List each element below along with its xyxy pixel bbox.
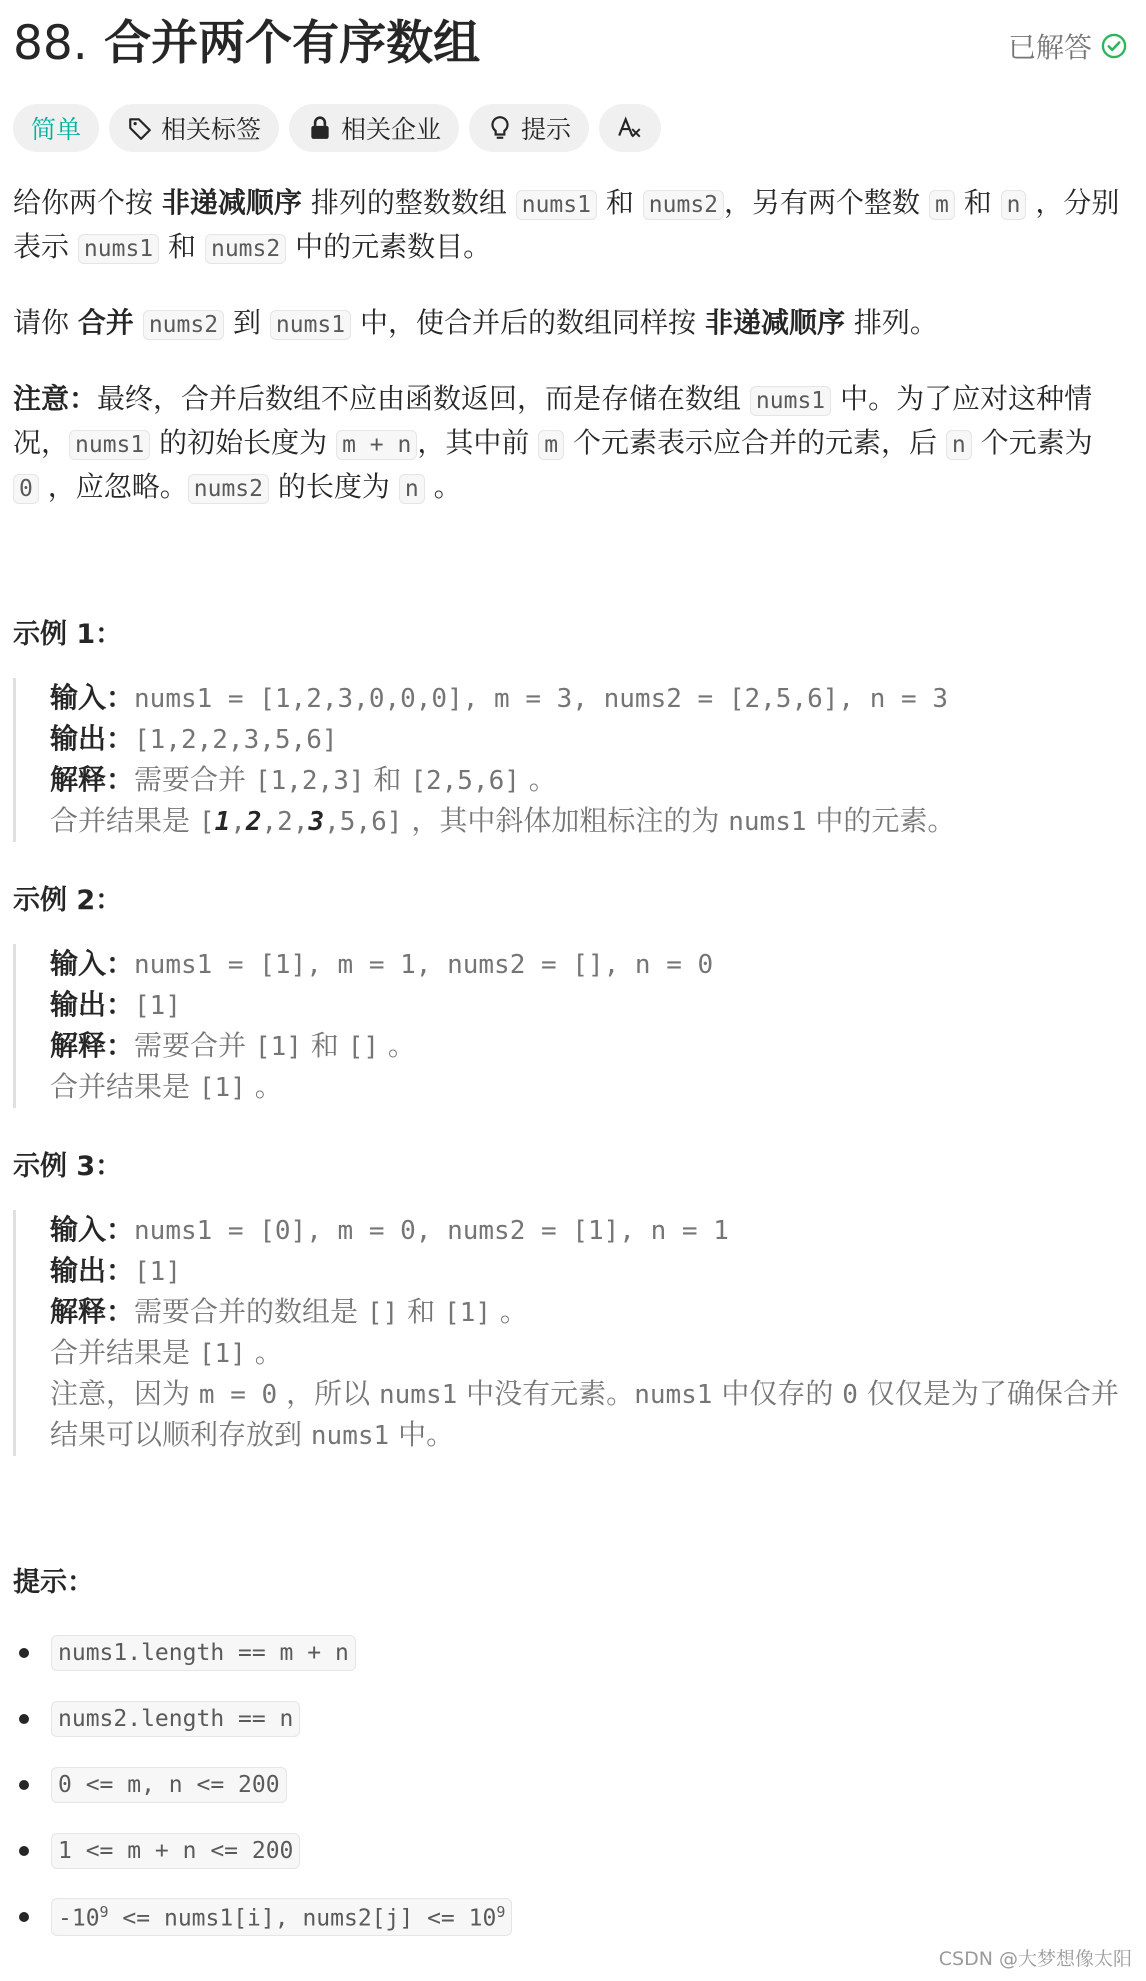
bullet-icon [19, 1714, 29, 1724]
code-m: m [538, 430, 564, 460]
related-companies-label: 相关企业 [341, 115, 442, 144]
example-output-line: 输出：[1] [50, 988, 181, 1021]
example-input-line: 输入：nums1 = [1,2,3,0,0,0], m = 3, nums2 = [2,5,6], n = 3 [50, 681, 948, 714]
example-explanation-line: 解释：需要合并的数组是 [] 和 [1] 。 [50, 1295, 528, 1328]
solved-status [1008, 26, 1128, 66]
bullet-icon [19, 1780, 29, 1790]
example-result-line: 合并结果是 [1,2,2,3,5,6] ，其中斜体加粗标注的为 nums1 中的元素。 [50, 804, 956, 837]
code-n: n [946, 430, 972, 460]
problem-description [13, 182, 1121, 510]
example-note-line: 注意，因为 m = 0 ，所以 nums1 中没有元素。nums1 中仅存的 0 仅仅是为了确保合并结果可以顺利存放到 nums1 中。 [50, 1377, 1119, 1451]
translate-icon [617, 115, 643, 141]
lock-icon [307, 115, 333, 141]
code-nums1: nums1 [69, 430, 150, 460]
code-n: n [399, 474, 425, 504]
tag-bar [13, 104, 661, 152]
list-item [13, 1884, 512, 1950]
difficulty-tag[interactable] [13, 104, 99, 152]
constraints-list [13, 1620, 512, 1950]
related-topics-label: 相关标签 [161, 115, 262, 144]
constraint-code: $-10^9$ <= nums1[i], nums2[j] <= $10^9$ [51, 1898, 512, 1937]
description-paragraph-3: 注意：最终，合并后数组不应由函数返回，而是存储在数组 nums1 中。为了应对这种情况， nums1 的初始长度为 m + n ，其中前 m 个元素表示应合并的元素，后 n 个元素为 0 ，应忽略。 nums2 的长度为 n 。 [13, 382, 1093, 503]
example-explanation-line: 解释：需要合并 [1,2,3] 和 [2,5,6] 。 [50, 763, 557, 796]
example-result-line: 合并结果是 [1] 。 [50, 1070, 283, 1103]
description-paragraph-2: 请你 合并 nums2 到 nums1 中，使合并后的数组同样按 非递减顺序 排列。 [13, 306, 938, 339]
constraint-code: nums2.length == n [51, 1701, 300, 1737]
solved-label: 已解答 [1007, 31, 1092, 64]
list-item [13, 1752, 512, 1818]
bullet-icon [19, 1846, 29, 1856]
code-nums1: nums1 [750, 386, 831, 416]
check-circle-icon [1100, 32, 1128, 60]
problem-title: 合并两个有序数组 [104, 16, 481, 71]
title-row [13, 14, 1128, 74]
hint-tag[interactable] [469, 104, 589, 152]
constraints-title: 提示： [13, 1567, 94, 1598]
example-output-line: 输出：[1,2,2,3,5,6] [50, 722, 338, 755]
constraint-code: 1 <= m + n <= 200 [51, 1833, 300, 1869]
lightbulb-icon [487, 115, 513, 141]
difficulty-label: 简单 [31, 115, 82, 144]
list-item [13, 1686, 512, 1752]
problem-number: 88. [13, 16, 88, 71]
code-m-plus-n: m + n [336, 430, 417, 460]
code-nums2: nums2 [143, 310, 224, 340]
code-nums2: nums2 [643, 190, 724, 220]
example-input-line: 输入：nums1 = [0], m = 0, nums2 = [1], n = 1 [50, 1213, 729, 1246]
example-2-title: 示例 2： [13, 885, 123, 916]
example-3-title: 示例 3： [13, 1151, 123, 1182]
translate-tag[interactable] [599, 104, 661, 152]
description-paragraph-1: 给你两个按 非递减顺序 排列的整数数组 nums1 和 nums2 ，另有两个整数 m 和 n ，分别表示 nums1 和 nums2 中的元素数目。 [13, 186, 1120, 263]
code-n: n [1001, 190, 1027, 220]
constraint-code: nums1.length == m + n [51, 1635, 356, 1671]
constraint-code: 0 <= m, n <= 200 [51, 1767, 287, 1803]
example-2-block [13, 944, 1120, 1108]
example-1-block [13, 678, 1120, 842]
tag-icon [127, 115, 153, 141]
code-nums2: nums2 [205, 234, 286, 264]
code-zero: 0 [13, 474, 39, 504]
code-nums1: nums1 [78, 234, 159, 264]
bullet-icon [19, 1648, 29, 1658]
bullet-icon [19, 1912, 29, 1922]
example-output-line: 输出：[1] [50, 1254, 181, 1287]
page-title[interactable] [13, 14, 1128, 74]
list-item [13, 1818, 512, 1884]
example-3-block [13, 1210, 1120, 1456]
example-explanation-line: 解释：需要合并 [1] 和 [] 。 [50, 1029, 416, 1062]
code-nums1: nums1 [270, 310, 351, 340]
example-result-line: 合并结果是 [1] 。 [50, 1336, 283, 1369]
code-m: m [929, 190, 955, 220]
list-item [13, 1620, 512, 1686]
related-topics-tag[interactable] [109, 104, 279, 152]
related-companies-tag[interactable] [289, 104, 459, 152]
hint-label: 提示 [521, 115, 572, 144]
watermark: CSDN @大梦想像太阳 [938, 1948, 1132, 1970]
example-1-title: 示例 1： [13, 619, 123, 650]
code-nums1: nums1 [516, 190, 597, 220]
code-nums2: nums2 [188, 474, 269, 504]
example-input-line: 输入：nums1 = [1], m = 1, nums2 = [], n = 0 [50, 947, 714, 980]
